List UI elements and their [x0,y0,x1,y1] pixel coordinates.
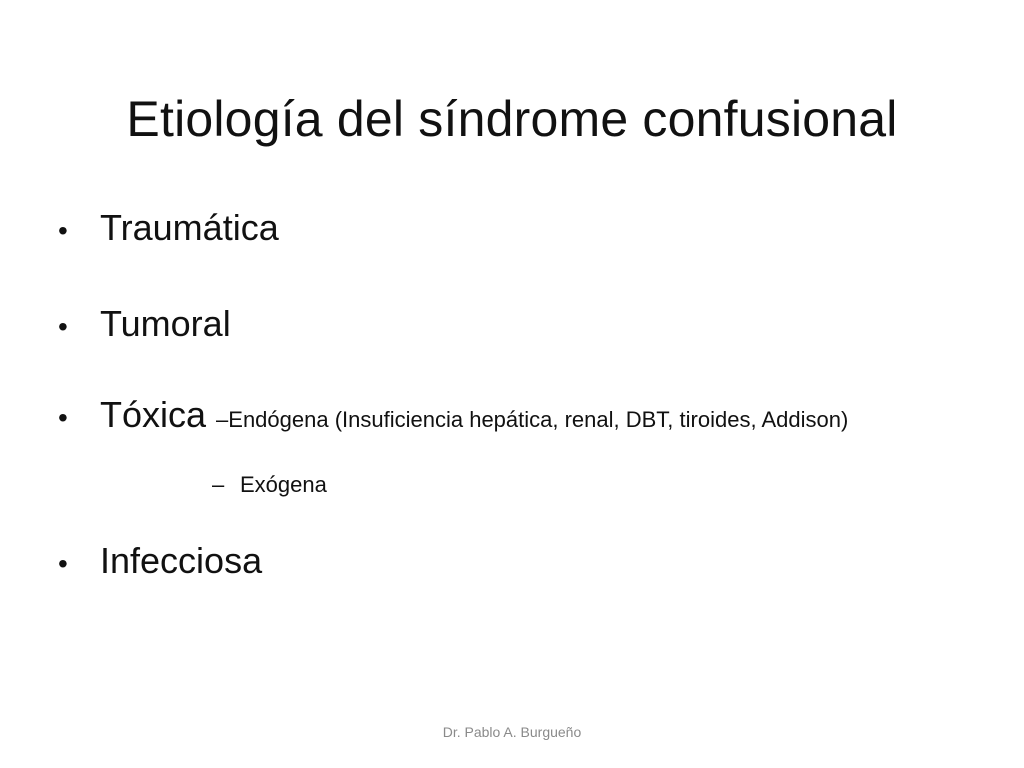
sub-bullet-marker: – [212,472,225,497]
bullet-item-infecciosa [58,540,262,582]
bullet-text: Tumoral [100,303,231,344]
slide-footer: Dr. Pablo A. Burgueño [442,724,582,740]
bullet-subtext-endogena: –Endógena (Insuficiencia hepática, renal, DBT, tiroides, Addison) [216,407,849,432]
bullet-item-traumatica [58,207,279,249]
sub-bullet-text: Exógena [240,472,327,497]
bullet-text: Infecciosa [100,540,263,581]
bullet-marker: • [58,548,68,579]
bullet-marker: • [58,215,68,246]
bullet-item-tumoral [58,303,231,345]
bullet-text: Traumática [100,207,279,248]
sub-bullet-item-exogena [212,472,327,498]
bullet-item-toxica [58,394,848,436]
slide-title: Etiología del síndrome confusional [126,90,898,147]
bullet-marker: • [58,402,68,433]
bullet-marker: • [58,311,68,342]
bullet-text: Tóxica [100,394,207,435]
